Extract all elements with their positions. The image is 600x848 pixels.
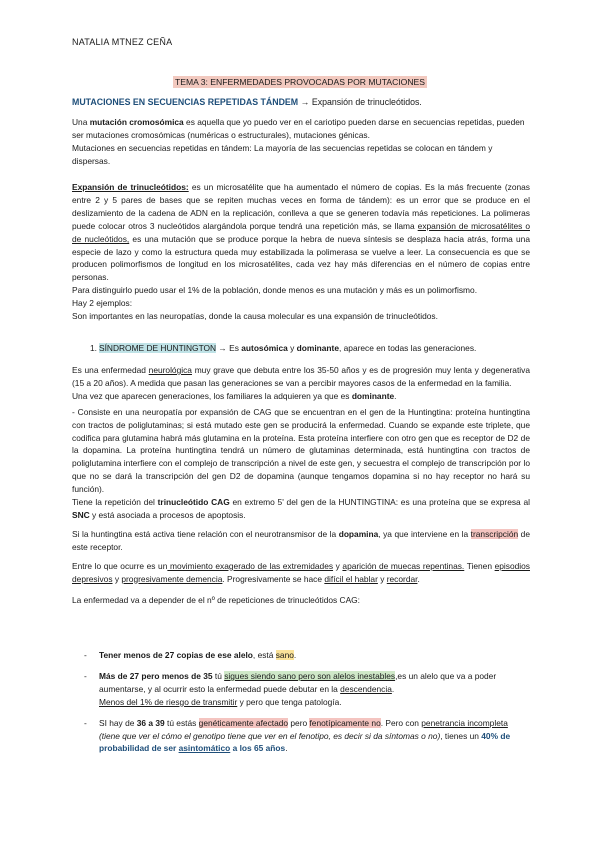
text-run: y	[377, 573, 387, 584]
text-run: y	[333, 560, 343, 571]
text-run: , ya que interviene en la	[378, 528, 471, 539]
bold-term: SNC	[72, 509, 90, 520]
underlined-term: descendencia	[340, 683, 392, 694]
underlined-term: progresivamente demencia	[121, 573, 223, 584]
text-run: SI hay de	[99, 717, 137, 728]
bold-term: 40% de probabilidad de ser	[99, 730, 511, 754]
intro-block	[72, 116, 530, 168]
text-run: . Pero con	[380, 717, 422, 728]
intro-paragraph-1	[72, 116, 530, 142]
bold-term: asintomático	[178, 743, 231, 754]
text-run: , tienes un	[440, 730, 482, 741]
text-run: y	[112, 573, 122, 584]
expansion-block	[72, 181, 530, 323]
section-heading	[72, 97, 532, 107]
underlined-term: Menos del 1% de riesgo de transmitir	[99, 696, 238, 707]
highlighted-term: sano	[275, 650, 294, 660]
underlined-term: aparición de muecas repentinas.	[342, 560, 465, 571]
text-run: y está asociada a procesos de apoptosis.	[89, 509, 246, 520]
text-run: de este receptor.	[72, 528, 530, 552]
list-item	[72, 717, 530, 756]
underlined-term: movimiento exagerado de las extremidades	[167, 560, 334, 571]
bold-term: Más de 27 pero menos de 35	[99, 670, 213, 681]
intro-paragraph-2: Mutaciones en secuencias repetidas en tándem: La mayoría de las secuencias repetidas se colocan en tándem y dispersas.	[72, 142, 493, 166]
list-item	[72, 670, 530, 709]
heading-arrow: →	[216, 343, 230, 353]
underlined-term: difícil el hablar	[324, 573, 378, 584]
bold-term: autosómica	[241, 343, 288, 353]
text-run: Si la huntingtina está activa tiene relación con el neurotransmisor de la	[72, 528, 339, 539]
highlighted-term: sigues siendo sano pero son alelos inestables	[224, 670, 396, 681]
text-run: .	[417, 573, 420, 584]
page-title	[0, 72, 600, 90]
underlined-term: recordar	[386, 573, 418, 584]
underlined-term: Expansión de trinucleótidos:	[72, 182, 189, 192]
text-run: .	[293, 650, 297, 660]
underlined-term: episodios depresivos	[72, 560, 530, 584]
author-name: NATALIA MTNEZ CEÑA	[72, 37, 173, 47]
text-run: en extremo 5' del gen de la HUNTINGTINA: es una proteína que se expresa al	[229, 497, 530, 508]
text-run: Es una enfermedad	[72, 365, 149, 375]
text-run: Es	[229, 343, 242, 353]
text-run: es un microsatélite que ha aumentado el número de copias. Es la más frecuente (zonas entre 2 y 5 pares de bases que se repiten muchas veces en forma de tándem): es un error que se produce en el deslizamiento de la cadena de ADN en la replicación, conlleva a que se generen todavía más repeticiones. La polimeras puede colocar otros 3 nucleótidos alargándola porque tendrá una repetición más, se llama	[72, 182, 530, 231]
bold-term: trinucleótido CAG	[157, 497, 230, 508]
huntington-paragraph-5	[72, 528, 530, 554]
text-run: Tienen	[464, 560, 495, 571]
text-run: y pero que tenga patología.	[237, 696, 342, 707]
italic-note: (tiene que ver el cómo el genotipo tiene que ver en el fenotipo, es decir si da síntomas o no)	[99, 730, 441, 741]
expansion-paragraph-5: Son importantes en las neuropatías, donde la causa molecular es una expansión de trinucleótidos.	[72, 311, 438, 322]
list-number: 1.	[90, 343, 97, 353]
text-run: , aparece en todas las generaciones.	[338, 343, 477, 353]
huntington-heading	[72, 342, 530, 355]
bold-term: dominante	[351, 390, 395, 401]
text-run: , está	[252, 650, 276, 660]
expansion-paragraph	[72, 181, 530, 284]
list-item	[72, 649, 530, 662]
bold-term: mutación cromosómica	[89, 117, 184, 127]
highlighted-term: genéticamente afectado	[198, 717, 289, 728]
huntington-paragraph-7: La enfermedad va a depender de el nº de repeticiones de trinucleótidos CAG:	[72, 594, 360, 605]
text-run: muy grave que debuta entre los 35-50 años y es de progresión muy lenta y degenerativa (15 a 20 años). A medida que pasan las generaciones se van a percibir mayores casos de la enfermedad en la familia.	[72, 365, 530, 388]
text-run: pero	[288, 717, 310, 728]
expansion-paragraph-4: Hay 2 ejemplos:	[72, 298, 133, 309]
heading-arrow: →	[298, 97, 312, 107]
highlighted-term: fenotípicamente no	[309, 717, 381, 728]
bold-term: a los 65 años	[230, 743, 286, 754]
section-heading-main: MUTACIONES EN SECUENCIAS REPETIDAS TÁNDEM	[72, 97, 299, 107]
text-run: Una vez que aparecen generaciones, los familiares la adquieren ya que es	[72, 390, 352, 401]
bold-term: 36 a 39	[136, 717, 165, 728]
text-run: es aquella que yo puedo ver en el cariotipo pueden darse en secuencias repetidas, pueden ser mutaciones cromosómicas (numéricas o estructurales), mutaciones génicas.	[72, 117, 525, 140]
text-run: tú estás	[164, 717, 199, 728]
expansion-paragraph-3: Para distinguirlo puedo usar el 1% de la población, donde menos es una mutación y más es un polimorfismo.	[72, 285, 478, 296]
text-run: tú	[212, 670, 225, 681]
huntington-paragraph-4	[72, 496, 530, 522]
text-run: .	[285, 743, 288, 754]
bold-term: dopamina	[338, 528, 379, 539]
text-run: Una	[72, 117, 90, 127]
bold-term: Tener menos de 27 copias de ese alelo	[99, 650, 253, 660]
huntington-body	[72, 364, 530, 606]
underlined-term: expansión de microsatélites o de nucleótidos,	[72, 220, 530, 244]
huntington-paragraph-3: - Consiste en una neuropatía por expansión de CAG que se encuentran en el gen de la Huntingtina: proteína huntingtina con tractos de poliglutaminas; si está mutado este gen se producirá la enfermedad. Cuando se expande este triplete, que codifica para glutamina habrá más glutamina en la proteína. Esta proteína interfiere con otro gen que es receptor de D2 de la dopamina. La proteína huntingtina tendrá un número de glutaminas determinada, está huntingtina con tractos de poliglutamina interfiere con el complejo de transcripción a nivel de este gen, y secuestra el complejo de transcripción por lo que no se dará la transcripción del gen D2 de dopamina (aunque tengamos dopamina si no hay receptor no hará su función).	[72, 406, 530, 495]
huntington-paragraph-2	[72, 390, 530, 403]
text-run: es una mutación que se produce porque la hebra de nueva síntesis se desplaza hacia atrás, forma una especie de lazo y como la estructura queda muy estabilizada la polimerasa se vuelve a leer. La consecuencia es que se producen polimorfismos de longitud en los microsatélites, cada vez hay más diferencias en el número de copias entre personas.	[72, 233, 530, 283]
text-run: ,es un alelo que va a poder aumentarse, y al ocurrir esto la enfermedad puede debutar en la	[99, 670, 497, 694]
huntington-paragraph-6	[72, 560, 530, 586]
text-run: Tiene la repetición del	[72, 497, 158, 508]
syndrome-name: SÍNDROME DE HUNTINGTON	[99, 343, 217, 353]
heading-tail: Expansión de trinucleótidos.	[311, 97, 422, 107]
repeats-list	[72, 649, 530, 755]
text-run: Entre lo que ocurre es un	[72, 560, 168, 571]
text-run: y	[287, 343, 297, 353]
title-text: TEMA 3: ENFERMEDADES PROVOCADAS POR MUTACIONES	[174, 77, 426, 87]
bold-term: dominante	[296, 343, 339, 353]
huntington-paragraph-1	[72, 364, 530, 390]
underlined-term: penetrancia incompleta	[421, 717, 508, 728]
underlined-term: neurológica	[148, 365, 192, 375]
text-run: .	[391, 683, 395, 694]
highlighted-term: transcripción	[470, 528, 519, 539]
numbered-item	[72, 342, 530, 355]
text-run: .	[394, 390, 397, 401]
text-run: . Progresivamente se hace	[222, 573, 325, 584]
